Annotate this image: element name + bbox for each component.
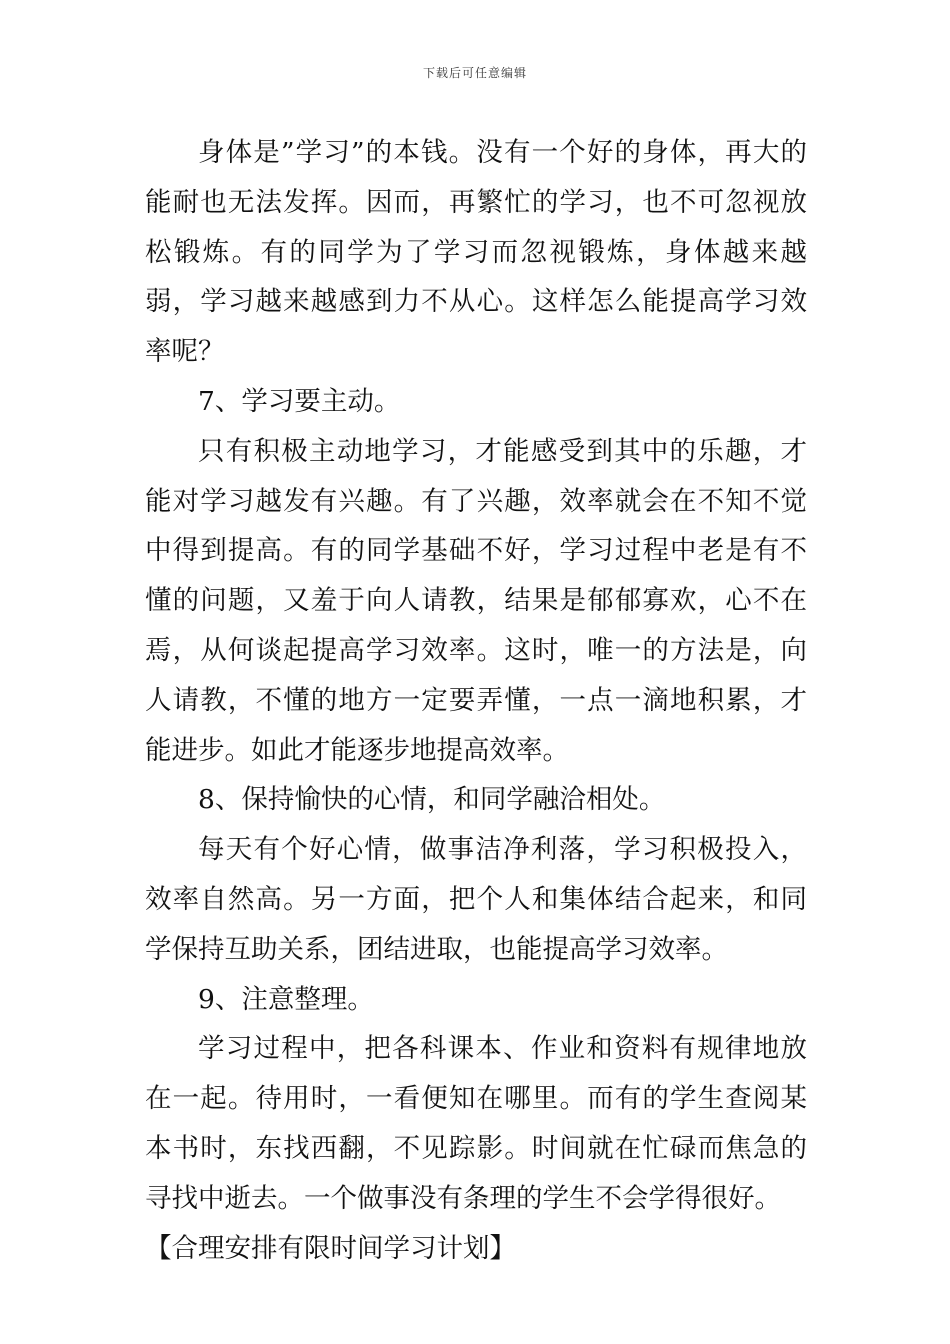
paragraph-organize: 学习过程中，把各科课本、作业和资料有规律地放在一起。待用时，一看便知在哪里。而有的学生查阅某本书时，东找西翻，不见踪影。时间就在忙碌而焦急的寻找中逝去。一个做事没有条理的学生不会学得很好。	[145, 1033, 807, 1214]
page-header: 下载后可任意编辑	[422, 66, 527, 80]
section-title: 【合理安排有限时间学习计划】	[145, 1232, 516, 1264]
paragraph-initiative: 只有积极主动地学习，才能感受到其中的乐趣，才能对学习越发有兴趣。有了兴趣，效率就会在不知不觉中得到提高。有的同学基础不好，学习过程中老是有不懂的问题，又羞于向人请教，结果是郁郁寡欢，心不在焉，从何谈起提高学习效率。这时，唯一的方法是，向人请教，不懂的地方一定要弄懂，一点一滴地积累，才能进步。如此才能逐步地提高效率。	[145, 435, 807, 766]
paragraph-health: 身体是”学习”的本钱。没有一个好的身体，再大的能耐也无法发挥。因而，再繁忙的学习，也不可忽视放松锻炼。有的同学为了学习而忽视锻炼，身体越来越弱，学习越来越感到力不从心。这样怎么能提高学习效率呢？	[145, 137, 807, 368]
document-body	[145, 128, 807, 1273]
heading-item-9: 9、注意整理。	[198, 983, 374, 1015]
heading-item-8: 8、保持愉快的心情，和同学融洽相处。	[198, 784, 666, 816]
heading-item-7: 7、学习要主动。	[198, 385, 401, 417]
paragraph-mood: 每天有个好心情，做事洁净利落，学习积极投入，效率自然高。另一方面，把个人和集体结合起来，和同学保持互助关系，团结进取，也能提高学习效率。	[145, 834, 807, 965]
